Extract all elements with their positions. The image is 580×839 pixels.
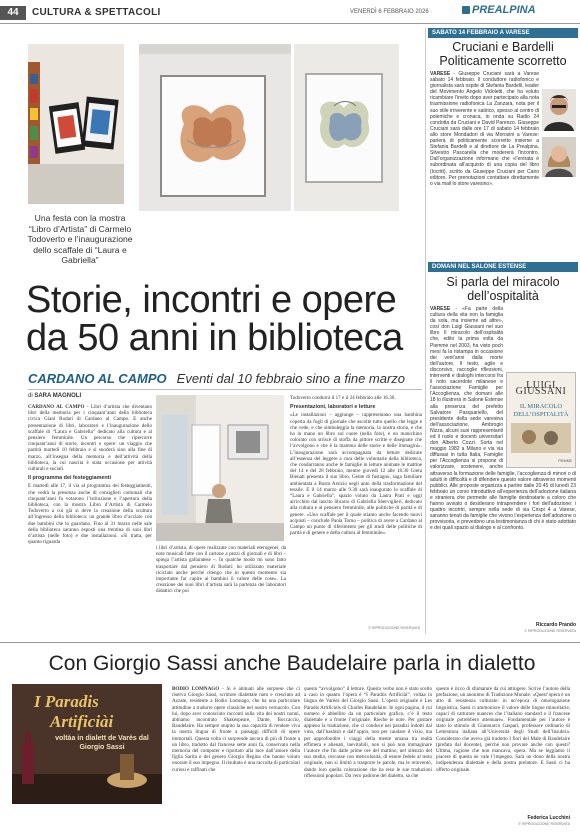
photo-artwork-right-image — [294, 44, 399, 211]
poster-title-1: I Paradis — [34, 692, 99, 711]
poster-paradis-artificiai — [12, 684, 162, 804]
main-headline: Storie, incontri e opere da 50 anni in biblioteca — [26, 279, 403, 359]
photo-artwork-right — [294, 44, 399, 211]
copyright: © RIPRODUZIONE RISERVATA — [518, 822, 570, 826]
poster-subtitle: voltàa in dialett de Varès dal Giorgio Sassi — [55, 735, 149, 751]
photo-artwork-left — [139, 44, 291, 211]
main-col-1 — [28, 404, 152, 634]
book-cover — [506, 372, 576, 468]
main-col-3 — [290, 395, 422, 627]
book-author: LUIGI GIUSSANI — [515, 380, 567, 398]
byline-prefix: di — [28, 393, 33, 399]
sidebar-top-body — [430, 71, 576, 251]
photo-installation-image — [156, 395, 284, 541]
photo-library-shelf — [28, 44, 124, 204]
photo-installation — [156, 395, 284, 541]
portrait-bardelli — [542, 137, 576, 177]
photo-artwork-left-image — [139, 44, 291, 211]
paragraph: questo è ricco di sfumature da cui attingere. Scrive l’autore della prefazione, un anonimo di Tradizione Monale: «Quest’opera è un atto di resistenza culturale: in un’epoca di omologazione linguistica, Sassi ci ammonisce il valore delle lingue minoritarie, capaci di catturare nuances che l’italiano standard o il francese originale potrebbero attenuare». Fondamentale per l’autore è stato lo stimolo di Gianmarco Gaspari, professore ordinario di Letteratura italiana all’Università degli Studi dell’Insubria. Considerato che aveva già tradotto I fiori del Male di Baudelaire (prefata dal docente), perché non provare anche con questi? Ultima, ragione che non mancava, opera. Ma se leggiamo il piacere di questa ne vale l’impegno. Sarà un dono della nostra indipendenza dialettale e della nostra prelatore. E Sassi ci ha offerto originale. — [436, 686, 570, 773]
column-divider — [425, 28, 426, 634]
bottom-headline: Con Giorgio Sassi anche Baudelaire parla in dialetto — [48, 652, 536, 675]
kicker-place: CARDANO AL CAMPO — [28, 371, 167, 386]
dateline: VARESE — [430, 306, 451, 312]
dateline: VARESE — [430, 71, 451, 77]
paragraph: - Libri d’artista che diventano libri della memoria per i cinquant’anni della biblioteca civica Giani Rodari di Cardano al Campo. E anche presentazione di libri, laboratori e l’inaugurazione dello scaffale di “Laura e Gabriella” dedicato alla cultura e al pensiero femminile. Un percorso che ripercorre cinquant’anni di storie, incontri e opere: un viaggio che partirà martedì 10 febbraio e si snoderà sino alla fine di marzo, all’insegna della memoria e dell’attività della biblioteca, la cui nascita è stata occasione per attività culturali e sociali. — [28, 404, 152, 473]
photo-caption: Una festa con la mostra “Libro d’Artista” di Carmelo Todoverto e l’inaugurazione dello scaffale di “Laura e Gabriella” — [27, 213, 133, 265]
portrait-cruciani — [542, 89, 576, 131]
paragraph: - Si è abituati alle sorprese che ci riserva Giorgio Sassi, scrittore dialettale noto e cresciuto ad Azzate, residente a Bodio Lomnago, che ha una particolare attitudine a tradurre opere classiche nel nostro vernacolo. Con lui, dopo aver conosciuto racconti sulla vita dei nostri nonni, abbiamo incontrato Shakespeare, Dante, Boccaccio, Baudelaire. Ha sempre stupito la sua capacità di rendere viva la nostra lingua di fronte a passaggi difficili di opere immortali. Questa volta ci sorprende ancora di più di fronte a un libro, tradotto dal francese sette anni fa, conservato nella memoria del computer e riportato alla luce dall’amore della figlia Sarita e del genero Giorgio Regina che hanno voluto onorare il suo impegno. Il risultato è una raccolta di particolari curiosi e raffinati che — [172, 686, 300, 773]
page-number: 44 — [0, 6, 26, 20]
kicker-subtitle: Eventi dal 10 febbraio sino a fine marzo — [176, 371, 406, 386]
subheading: Presentazioni, laboratori e letture — [290, 404, 376, 411]
bottom-col-3 — [436, 686, 570, 814]
subheading: Il programma dei festeggiamenti — [28, 475, 111, 482]
byline-author: SARA MAGNOLI — [34, 393, 82, 399]
dateline: CARDANO AL CAMPO — [28, 404, 85, 410]
sidebar-bottom-author: Riccardo Prando — [535, 622, 576, 628]
paragraph: questo “avvolgono” il lettore. Questo verbo non è stato scelto a caso in quanto l’opera è “I Paradiis Artificiài”, voltàa in lingua de Varèes del Giorgio Sassi. L’opera originale è Les Paradis Artificiels di Charles Baudelaire. In ogni pagina, il cui numero è abbellito da un particolare grafico, c’è il testo dialettale e a fronte l’originale. Rieche le note. Per gustare appieno la traduzione, che ci conduce nei paradisi indotti dal vino, dall’hashish e dall’oppio, non per caudare il vizio, ma per approfondire i viaggi della mente umana tra realtà effimera e alienati, inevitabili, non si può non immaginare l’autore che fin dalle prime ore del mattino, nel silenzio del suo studio, cercasse con meticolosità, di essere fedele al testo originale, non si limitò a trasporre le parole, ma le reinventò, dando loro quella colorazione che ha reso le sue traduzioni riflessioni popolari. Da vero padrone del dialetto, sa che — [304, 686, 432, 779]
book-publisher: PIEMME — [558, 458, 572, 463]
section-title: CULTURA & SPETTACOLI — [32, 7, 161, 18]
logo-mark-icon — [462, 6, 470, 14]
byline — [28, 393, 81, 399]
bottom-author: Federica Lucchini — [527, 815, 570, 821]
section-divider — [0, 642, 580, 643]
logo-text: PREALPINA — [472, 4, 536, 16]
paragraph: - Giuseppe Cruciani sarà a Varese sabato 14 febbraio. Il conduttore radiofonico e giornalista sarà ospite di Stefania Bardelli, leader del Movimento Angelo Vidoletti, che ha voluto ricambiare l’invito dopo aver partecipato alla nota trasmissione radiofonica La Zanzara, nota per il suo stile irriverente e satirico, spesso al centro di polemiche e cronaca, in onda su Radio 24 condotta da Cruciani e David Parenzo. Giuseppe Cruciani sarà dalle ore 17 di sabato 14 febbraio allo store Mondadori di via Morosini a Varese: parlerà di politicamente scorretto insieme a Stefania Bardelli e al direttore de La Prealpina, Silvestro Pascarella che modererà l’incontro. Dall’organizzazione informano che «l’entrata è subordinata all’acquisto di una copia del libro (Iocritt), scritto da Giuseppe Cruciani per Cairo editore. Per prenotazioni contattare direttamente o via mail lo store varesino». — [430, 71, 539, 187]
paragraph: E martedì alle 17, il via al programma dei festeggiamenti, che vedrà la presenza anche di consiglieri comunali che cinquant’anni fa votarono l’istituzione e l’apertura della biblioteca, con la mostra Libro d’Artista di Carmelo Todoverto a cui già si deve la creazione della scultura all’ingresso della biblioteca: un grande libro d’acciaio con due bambini che lo guardano. Fino al 31 marzo nelle sale della biblioteca saranno esposti una trentina di suoi libri d’artista (nelle foto) e due installazioni. «Si tratta, per quanto riguarda — [28, 483, 152, 546]
photo-library-shelf-image — [28, 44, 124, 204]
copyright: © RIPRODUZIONE RISERVATA — [524, 629, 576, 633]
paragraph: - «Fa parte della cultura della vita non la famiglia da sola, ma insieme ad altre», così don Luigi Giussani nel suo libro Il miracolo dell’ospitalità che, edito la prima volta da Piemme nel 2003, ha visto poch mesi fa la ristampa in occasione dei vent’anni dalla morte dell’autore. Il testo, agile e discorsivo, raccoglie riflessioni, interventi e dialoghi intercorsi fra il noto sacerdote milanese e l’associazione Famiglie per l’Accoglienza, che domani alle 18 lo illustrerà in Salone Estense alla presenza del prefetto Salvatore Pasquariello, del presidente della sede varesina dell’associazione, Ambrogio Nizza, alcuni suoi rappresentanti ed il ruolo e docenti universitari don Alberto Cozzi. Sorta nel maggio 1982 a Milano e via via diffusasi in tutta Italia, Famiglie per l’Accoglienza si propone di valorizzare, sostenere, anche attraverso la formazione delle famiglie, l’accoglienza di minori o di adulti in difficoltà e di difendere questo valore attraverso momenti pubblici. Alle proposte organizza a partire dalle 20.45 di lunedì 23 febbraio un corso introduttivo all’esperienza dell’adozione italiana e straniera che permette alle famiglie destinatarie a coloro che hanno avviato o desiderano intraprendere i fori dell’adozione: i quattro incontri, sempre nella sede di via Crispi 4 a Varese, saranno tenuti da famiglie che vivono l’esperienza dell’adozione o provvisoria, e prevedono una testimonianza di chi è stato adottato e dei quali spazio al dialogo e al confronto. — [430, 306, 576, 532]
paragraph: i libri d’artista, di opere realizzate con materiali eterogenei, da note musicali fatte con il cartone a pezzi di giornali e di libri – spiega l’artista gallaratese –. In qualche modo mi sono fatto trasportare dal pensiero di Rodari: ho utilizzato materiale riciclato anche perché ritengo che in questo momento sia importante far capire ai bambini il valore delle cose». La creazione dei suoi libri d’artista sarà la partenza dei laboratori didattici che poi — [156, 545, 286, 595]
main-col-2 — [156, 545, 286, 635]
paragraph: «Le installazioni – aggiunge – rappresentano una bambina coperta da fogli di giornale che ascolte tutto quello che legge e che vede, e che simboleggia la memoria, la nostra storia, e che ha in mano un libro sul cuore (nella foto), e un manichino colorato con strisce di stoffa da pittore scritte e disegnate che l’avvolgono e che è la mamma delle storie e delle immagini». L’inaugurazione sarà accompagnata da letture dedicate all’essenza del leggere a cura delle volontarie della biblioteca, che condurranno anche le famiglie in letture animate le mattine del 14 e del 28 febbraio, mentre giovedì 12 alle 18.30 Greta Bienati presenta il suo libro, Gente di fustagno, saga familiare ambientata a Busto Arsizio negli anni della trasformazione del tessile. E il 14 marzo alle 9.30 sarà inaugurato lo scaffale di “Laura e Gabriella”, spazio voluto da Laura Prati e oggi arricchito dal lascito librario di Gabriella Sberviglieri, dedicato alla cultura e al pensiero femminile, alle politiche di parità e di genere. «Uno scaffale per il quale stiamo anche facendo nuovi acquisti – conclude Paola Torno – politica di avere a Cardano al Campo un punto di riferimento per gli studi delle politiche di parità e di genere e della cultura al femminile». — [290, 412, 422, 537]
sidebar-bottom — [428, 262, 578, 634]
dateline: BODIO LOMNAGO — [172, 686, 220, 692]
bottom-col-1 — [172, 686, 300, 824]
sidebar-top — [428, 28, 578, 250]
sidebar-bottom-body — [430, 306, 576, 624]
main-kicker — [28, 370, 424, 388]
masthead-logo — [462, 4, 574, 18]
book-title: IL MIRACOLO DELL’OSPITALITÀ — [513, 403, 569, 418]
portrait-bardelli-image — [542, 137, 576, 177]
bottom-col-2 — [304, 686, 432, 824]
page-header — [0, 0, 580, 24]
sidebar-top-banner: SABATO 14 FEBBRAIO A VARESE — [428, 28, 578, 38]
copyright: © RIPRODUZIONE RISERVATA — [368, 626, 420, 630]
sidebar-bottom-headline: Si parla del miracolo dell’ospitalità — [446, 275, 560, 303]
sidebar-top-headline: Cruciani e Bardelli Politicamente scorretto — [439, 40, 567, 68]
portrait-cruciani-image — [542, 89, 576, 131]
book-illustration — [511, 423, 571, 453]
divider — [28, 389, 422, 390]
page-date: VENERDÌ 6 FEBBRAIO 2026 — [350, 9, 429, 15]
poster-title-2: Artificiài — [50, 712, 114, 731]
paragraph: Todoverto condurrà il 17 e il 24 febbraio alle 16.30. — [290, 395, 396, 401]
sidebar-bottom-banner: DOMANI NEL SALONE ESTENSE — [428, 262, 578, 272]
